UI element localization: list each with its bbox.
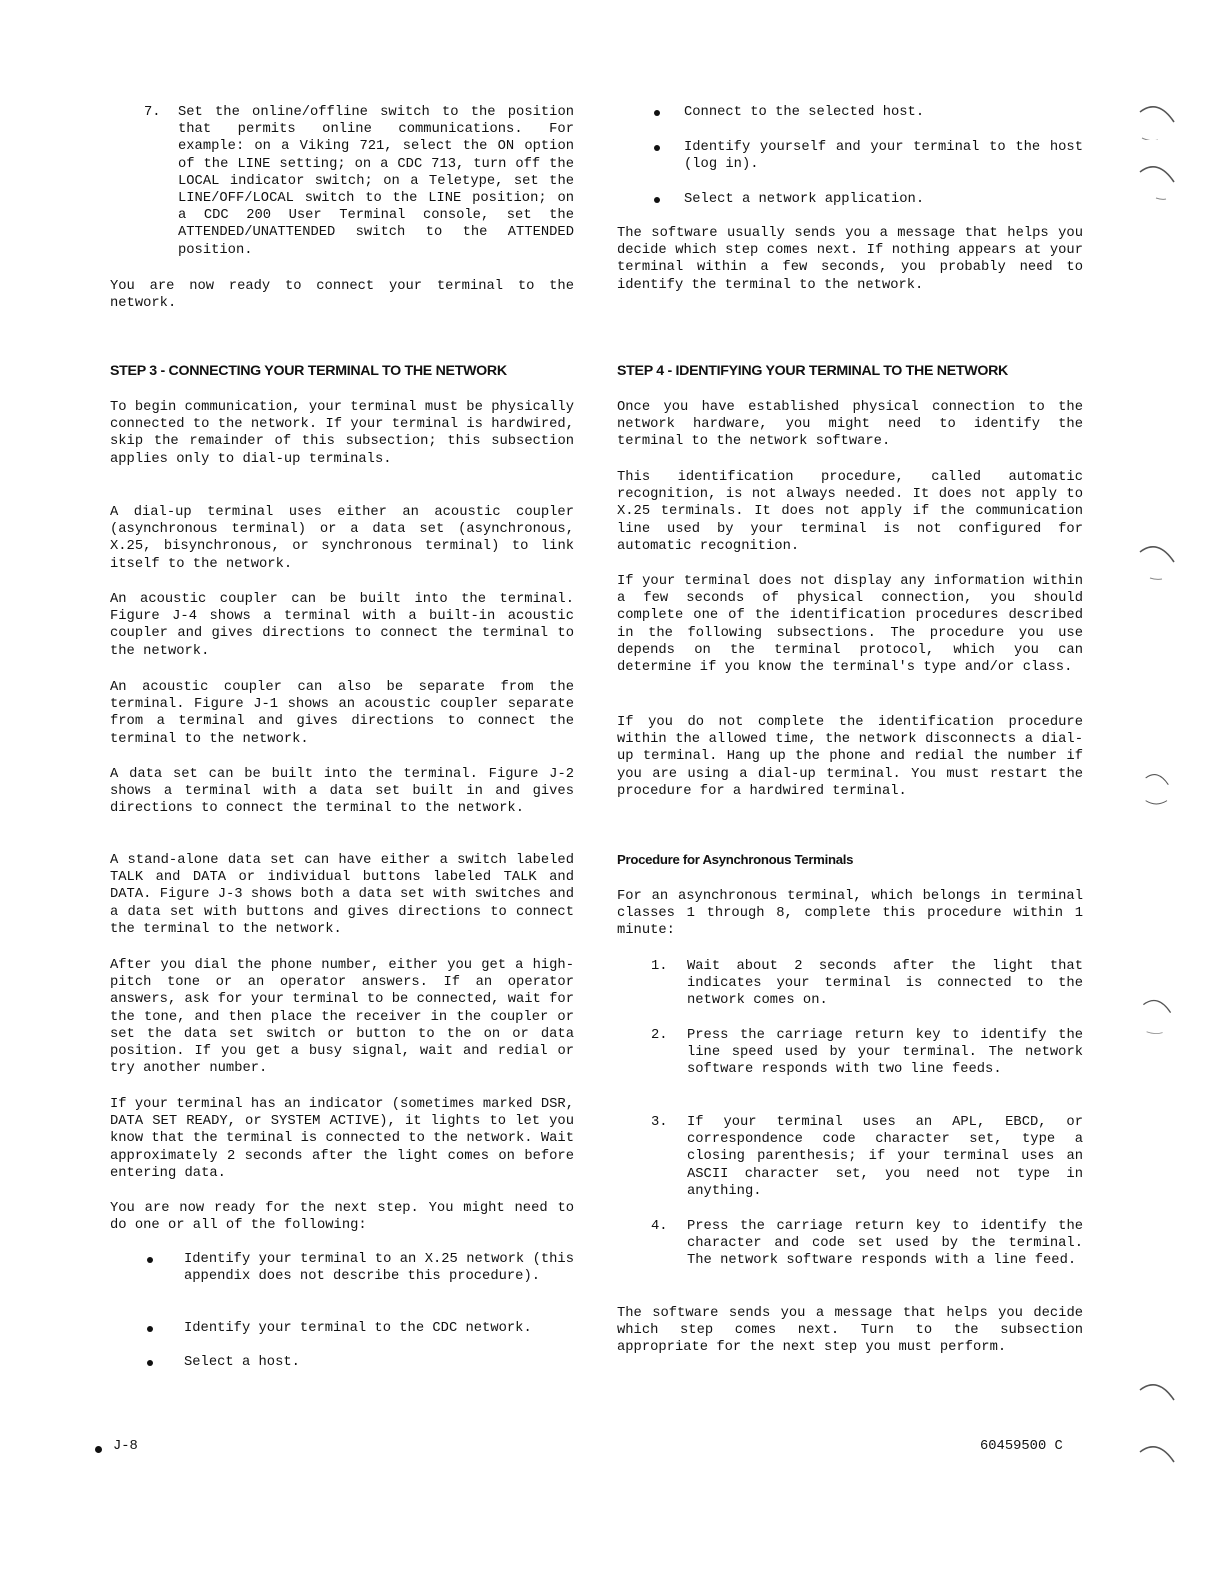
paragraph: A dial-up terminal uses either an acoustic coupler (asynchronous terminal) or a data set (asynchronous, X.25, bisynchronous, or synchronous terminal) to link itself to the network. xyxy=(110,505,574,572)
list-item-text: Identify your terminal to the CDC network. xyxy=(184,1321,532,1336)
section-heading-step-4: STEP 4 - IDENTIFYING YOUR TERMINAL TO THE NETWORK xyxy=(617,363,1008,379)
page-number: J-8 xyxy=(113,1439,138,1454)
bullet-icon xyxy=(651,104,663,121)
step-text: Press the carriage return key to identify the line speed used by your terminal. The network software responds with two line feeds. xyxy=(687,1028,1083,1078)
paragraph: If your terminal has an indicator (sometimes marked DSR, DATA SET READY, or SYSTEM ACTIVE), it lights to let you know that the terminal is connected to the network. Wait approximately 2 seconds after the light comes on before entering data. xyxy=(110,1097,574,1181)
list-item-text: Identify yourself and your terminal to the host (log in). xyxy=(684,140,1083,173)
paragraph: If your terminal does not display any information within a few seconds of physical connection, you should complete one of the identification procedures described in the following subsections. The procedure you use depends on the terminal protocol, which you can determine if you know the terminal's type and/or class. xyxy=(617,574,1083,676)
paragraph: If you do not complete the identification procedure within the allowed time, the network disconnects a dial-up terminal. Hang up the phone and redial the number if you are using a dial-up terminal. You must restart the procedure for a hardwired terminal. xyxy=(617,715,1083,799)
paragraph: The software sends you a message that helps you decide which step comes next. Turn to the subsection appropriate for the next step you must perform. xyxy=(617,1306,1083,1356)
numbered-step-7 xyxy=(110,104,574,264)
list-item xyxy=(110,1320,574,1340)
numbered-step xyxy=(617,1114,1083,1199)
step-text: If your terminal uses an APL, EBCD, or correspondence code character set, type a closing parenthesis; if your terminal uses an ASCII character set, you need not type in anything. xyxy=(687,1115,1083,1199)
punch-hole-icon xyxy=(1136,1440,1178,1480)
step-number: 3. xyxy=(651,1115,668,1130)
list-item-text: Select a network application. xyxy=(684,192,925,207)
paragraph: A data set can be built into the terminal. Figure J-2 shows a terminal with a data set built in and gives directions to connect the terminal to the network. xyxy=(110,767,574,817)
step-text: Press the carriage return key to identify the character and code set used by the terminal. The network software responds with a line feed. xyxy=(687,1219,1083,1269)
punch-hole-icon xyxy=(1136,770,1178,810)
paragraph: An acoustic coupler can be built into the terminal. Figure J-4 shows a terminal with a built-in acoustic coupler and gives directions to connect the terminal to the network. xyxy=(110,592,574,659)
step-number: 7. xyxy=(144,105,161,120)
footer-bullet-icon xyxy=(95,1446,102,1453)
list-item xyxy=(617,104,1083,124)
list-item xyxy=(110,1354,574,1374)
paragraph: This identification procedure, called automatic recognition, is not always needed. It does not apply to X.25 terminals. It does not apply if the communication line used by your terminal is not configured for automatic recognition. xyxy=(617,470,1083,554)
punch-hole-icon xyxy=(1136,995,1178,1035)
paragraph: To begin communication, your terminal must be physically connected to the network. If your terminal is hardwired, skip the remainder of this subsection; this subsection applies only to dial-up terminals. xyxy=(110,400,574,467)
list-item-text: Select a host. xyxy=(184,1355,300,1370)
numbered-step xyxy=(617,958,1083,1014)
list-item-text: Connect to the selected host. xyxy=(684,105,925,120)
step-text: Set the online/offline switch to the position that permits online communications. For example: on a Viking 721, select the ON option of the LINE setting; on a CDC 713, turn off the LOCAL indicator switch; on a Teletype, set the LINE/OFF/LOCAL switch to the LINE position; on a CDC 200 User Terminal console, set the ATTENDED/UNATTENDED switch to the ATTENDED position. xyxy=(178,105,574,258)
punch-hole-icon xyxy=(1136,1378,1178,1418)
list-item-text: Identify your terminal to an X.25 network (this appendix does not describe this procedure). xyxy=(184,1252,574,1285)
list-item xyxy=(617,191,1083,211)
step-number: 4. xyxy=(651,1219,668,1234)
paragraph: You are now ready to connect your terminal to the network. xyxy=(110,279,574,312)
step-number: 2. xyxy=(651,1028,668,1043)
numbered-step xyxy=(617,1027,1083,1101)
section-heading-step-3: STEP 3 - CONNECTING YOUR TERMINAL TO THE NETWORK xyxy=(110,363,507,379)
paragraph: After you dial the phone number, either you get a high-pitch tone or an operator answers. If an operator answers, ask for your terminal to be connected, wait for the tone, and then place the receiver in the coupler or set the data set switch or button to the on or data position. If you get a busy signal, wait and redial or try another number. xyxy=(110,958,574,1077)
paragraph: An acoustic coupler can also be separate from the terminal. Figure J-1 shows an acoustic coupler separate from a terminal and gives directions to connect the terminal to the network. xyxy=(110,680,574,747)
numbered-step xyxy=(617,1218,1083,1274)
bullet-icon xyxy=(144,1251,156,1268)
paragraph: A stand-alone data set can have either a switch labeled TALK and DATA or individual buttons labeled TALK and DATA. Figure J-3 shows both a data set with switches and a data set with buttons and gives directions to connect the terminal to the network. xyxy=(110,853,574,937)
list-item xyxy=(110,1251,574,1307)
subsection-heading: Procedure for Asynchronous Terminals xyxy=(617,852,854,867)
document-number: 60459500 C xyxy=(980,1439,1063,1454)
list-item xyxy=(617,139,1083,177)
paragraph: Once you have established physical connection to the network hardware, you might need to identify the terminal to the network software. xyxy=(617,400,1083,450)
step-number: 1. xyxy=(651,959,668,974)
paragraph: You are now ready for the next step. You might need to do one or all of the following: xyxy=(110,1201,574,1234)
step-text: Wait about 2 seconds after the light that indicates your terminal is connected to the network comes on. xyxy=(687,959,1083,1009)
paragraph: The software usually sends you a message that helps you decide which step comes next. If nothing appears at your terminal within a few seconds, you probably need to identify the terminal to the network. xyxy=(617,226,1083,293)
bullet-icon xyxy=(144,1354,156,1371)
punch-hole-icon xyxy=(1136,540,1178,580)
punch-hole-icon xyxy=(1136,160,1178,200)
bullet-icon xyxy=(651,191,663,208)
bullet-icon xyxy=(144,1320,156,1337)
paragraph: For an asynchronous terminal, which belongs in terminal classes 1 through 8, complete this procedure within 1 minute: xyxy=(617,889,1083,939)
punch-hole-icon xyxy=(1136,100,1178,140)
bullet-icon xyxy=(651,139,663,156)
